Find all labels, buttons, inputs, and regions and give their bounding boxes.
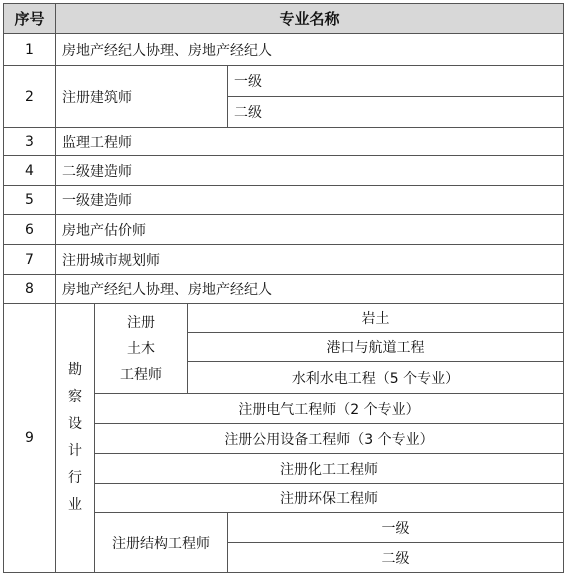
row-number: 5 — [4, 186, 56, 215]
table-row — [4, 275, 564, 304]
row-number: 7 — [4, 245, 56, 275]
profession-name: 注册化工工程师 — [95, 454, 564, 484]
level-label: 一级 — [228, 513, 564, 543]
table-row — [4, 128, 564, 156]
profession-name: 注册环保工程师 — [95, 484, 564, 513]
table-row — [4, 156, 564, 186]
profession-name: 注册城市规划师 — [56, 245, 564, 275]
level-label: 二级 — [228, 543, 564, 573]
category-char: 察 — [68, 389, 82, 405]
row-number: 8 — [4, 275, 56, 304]
category-char: 勘 — [68, 362, 82, 378]
table-row — [4, 215, 564, 245]
civil-specialty: 水利水电工程（5 个专业） — [188, 362, 564, 394]
level-label: 一级 — [228, 66, 564, 97]
civil-line: 工程师 — [120, 366, 162, 383]
category-char: 计 — [68, 443, 82, 459]
profession-name: 房地产经纪人协理、房地产经纪人 — [56, 34, 564, 66]
header-name: 专业名称 — [56, 4, 564, 34]
profession-name: 二级建造师 — [56, 156, 564, 186]
profession-name: 注册公用设备工程师（3 个专业） — [95, 424, 564, 454]
category-char: 设 — [68, 416, 82, 432]
table-row — [4, 34, 564, 66]
profession-name: 监理工程师 — [56, 128, 564, 156]
civil-specialty: 岩土 — [188, 304, 564, 333]
row-number: 9 — [4, 304, 56, 573]
profession-name: 房地产估价师 — [56, 215, 564, 245]
profession-name: 注册建筑师 — [56, 66, 228, 128]
category-survey-design — [56, 304, 95, 573]
civil-specialty: 港口与航道工程 — [188, 333, 564, 362]
profession-name: 一级建造师 — [56, 186, 564, 215]
row-number: 6 — [4, 215, 56, 245]
profession-name: 注册电气工程师（2 个专业） — [95, 394, 564, 424]
civil-engineer-group — [95, 304, 188, 394]
category-char: 业 — [68, 497, 82, 513]
table-row — [4, 66, 564, 97]
profession-name: 注册结构工程师 — [95, 513, 228, 573]
row-number: 3 — [4, 128, 56, 156]
table-row — [4, 245, 564, 275]
civil-line: 注册 — [127, 314, 155, 331]
row-number: 4 — [4, 156, 56, 186]
header-row — [4, 4, 564, 34]
profession-name: 房地产经纪人协理、房地产经纪人 — [56, 275, 564, 304]
row-number: 1 — [4, 34, 56, 66]
exam-schedule-table — [3, 3, 564, 573]
table-row — [4, 304, 564, 333]
header-no: 序号 — [4, 4, 56, 34]
table-row — [4, 186, 564, 215]
level-label: 二级 — [228, 97, 564, 128]
civil-line: 土木 — [127, 340, 155, 357]
category-char: 行 — [68, 470, 82, 486]
row-number: 2 — [4, 66, 56, 128]
